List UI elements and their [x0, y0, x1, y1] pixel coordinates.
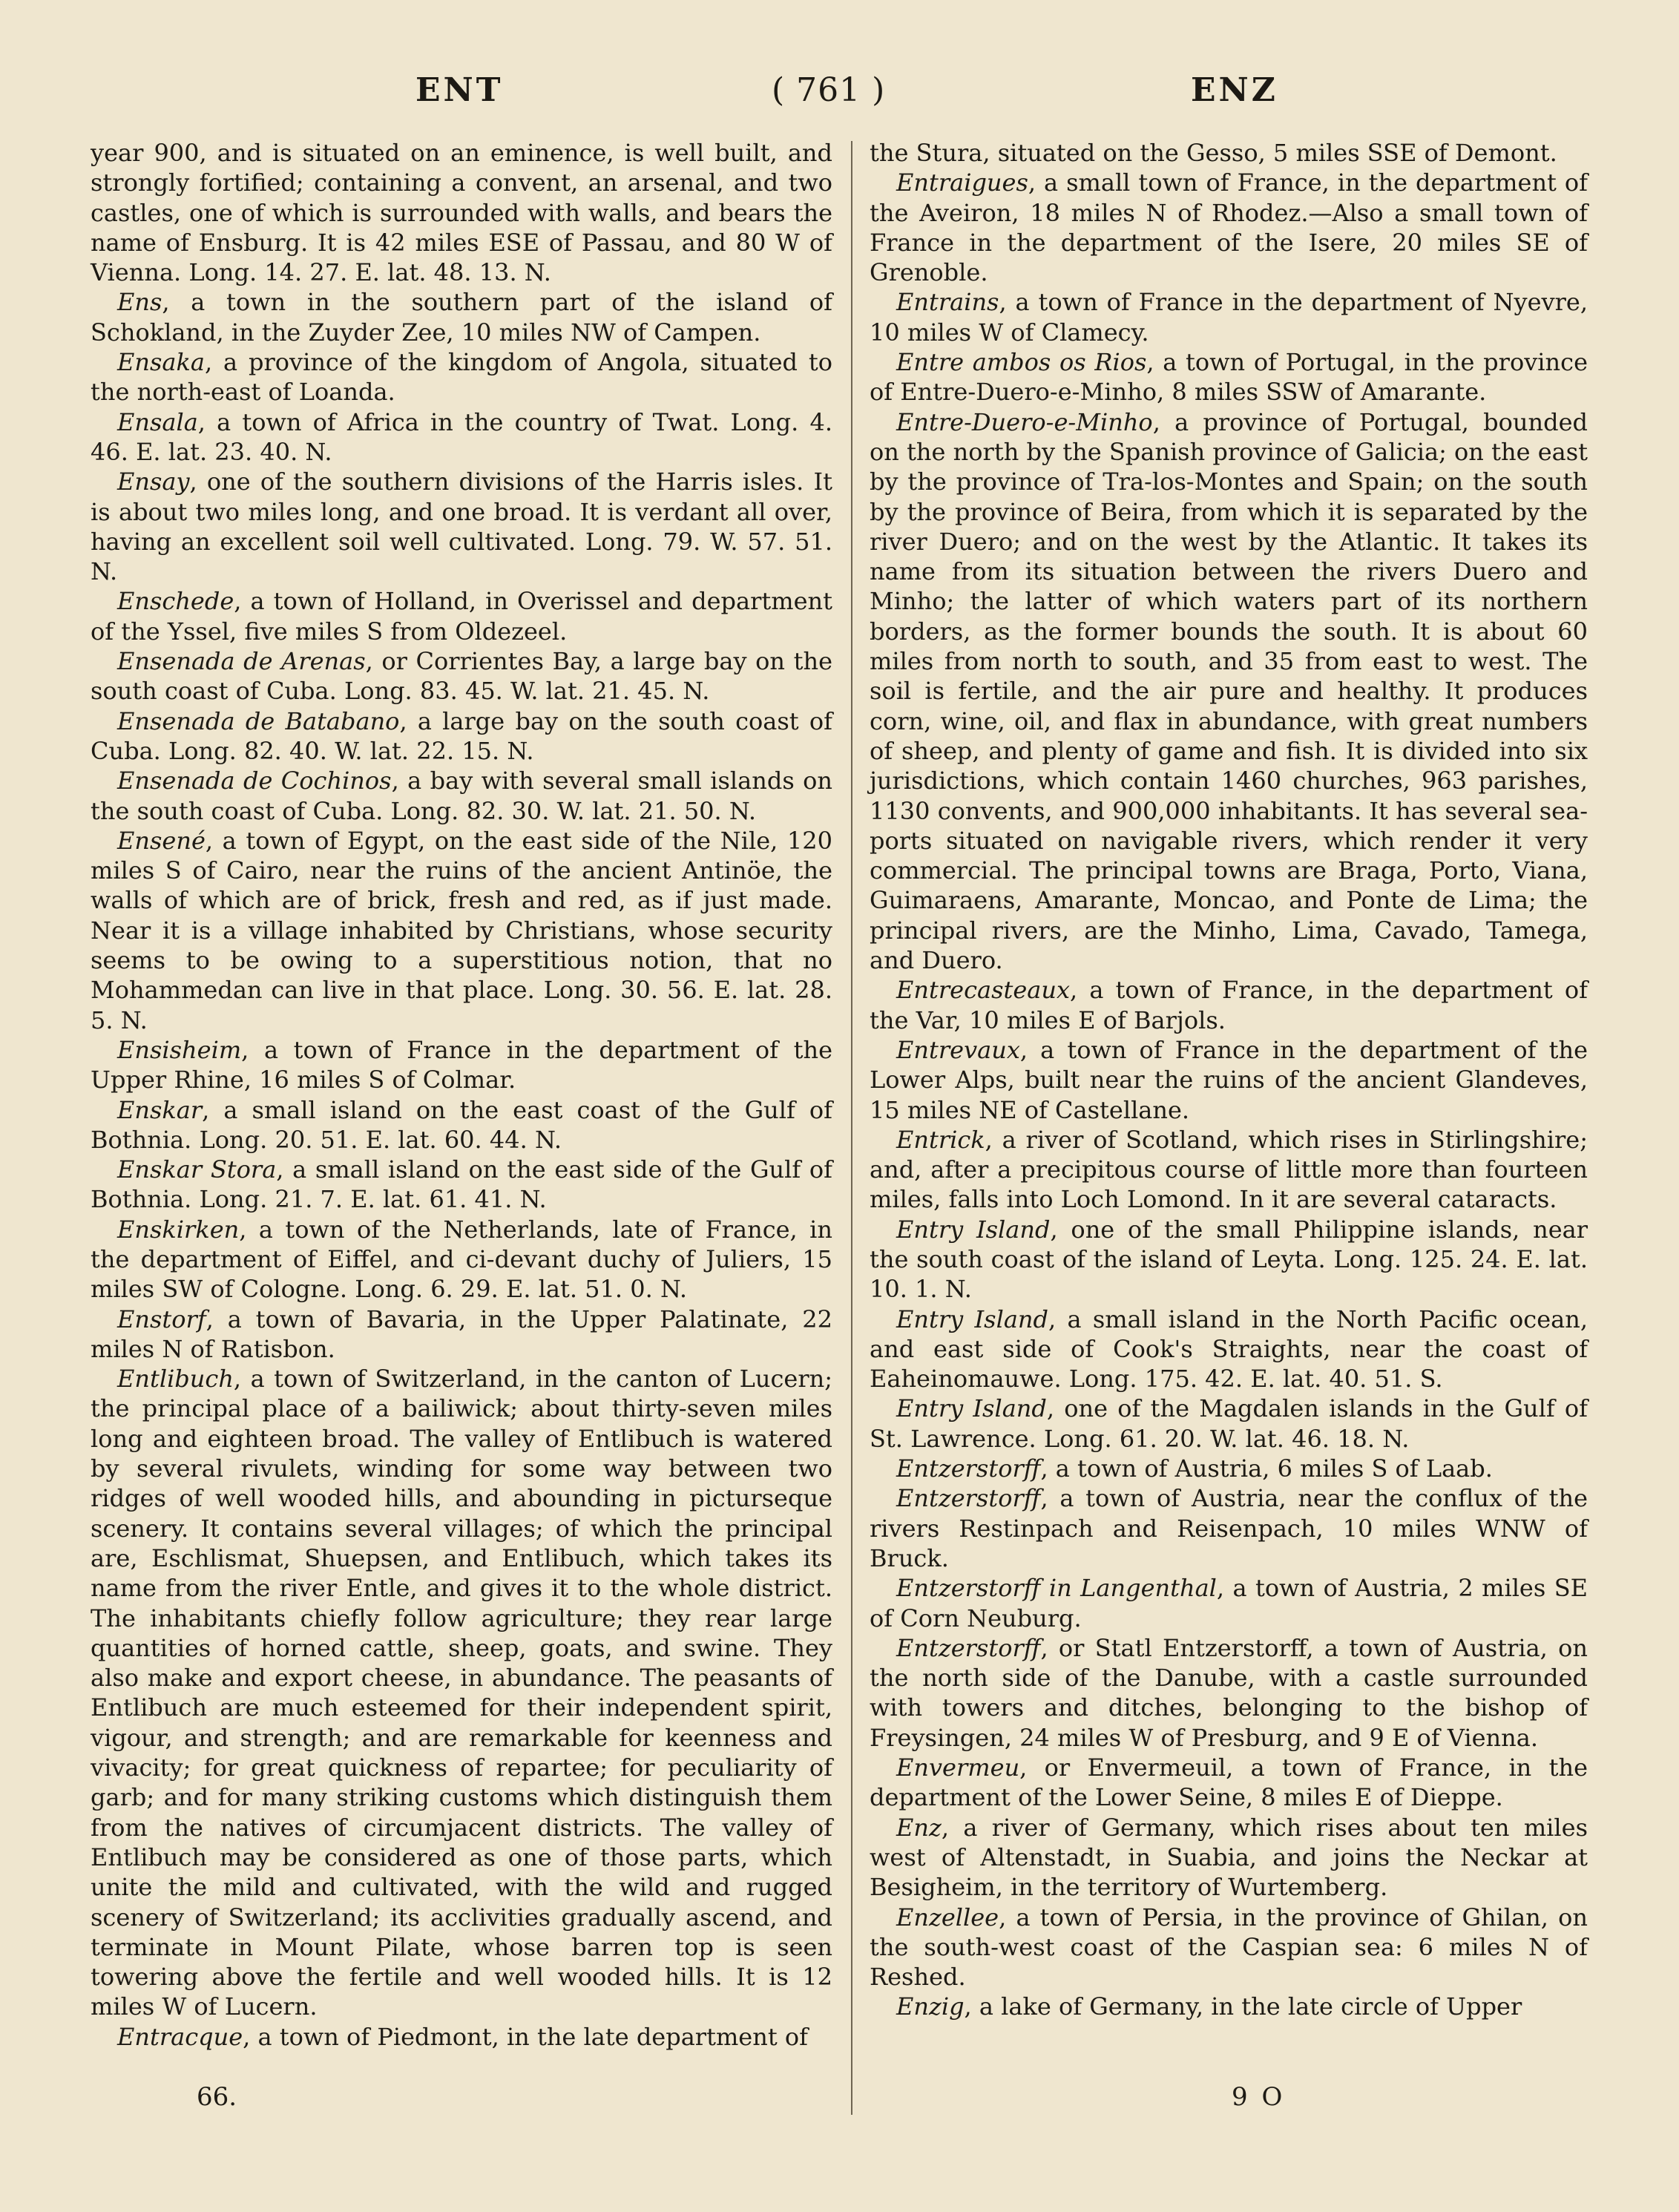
entry [870, 407, 1588, 976]
entry-term: Ensenada de Batabano [117, 706, 400, 735]
entry-term: Ensala [117, 407, 198, 436]
entry [91, 407, 832, 467]
entry [870, 1035, 1588, 1125]
entry-text: , one of the Magdalen islands in the Gulf of St. Lawrence. Long. 61. 20. W. lat. 46. 18. N. [870, 1394, 1588, 1453]
entry [870, 1813, 1588, 1903]
entry-text: , a town of the Netherlands, late of France, in the department of Eiffel, and ci-devant duchy of Juliers, 15 miles SW of Cologne. Long. 6. 29. E. lat. 51. 0. N. [91, 1215, 832, 1304]
entry-text: , a small island on the east coast of the Gulf of Bothnia. Long. 20. 51. E. lat. 60. 44. N. [91, 1095, 832, 1154]
entry-text: , a province of Portugal, bounded on the north by the Spanish province of Galicia; on the east by the province of Tra-los-Montes and Spain; on the south by the province of Beira, from which it is separated by the river Duero; and on the west by the Atlantic. It takes its name from its situation between the rivers Duero and Minho; the latter of which waters part of its northern borders, as the former bounds the south. It is about 60 miles from north to south, and 35 from east to west. The soil is fertile, and the air pure and healthy. It produces corn, wine, oil, and flax in abundance, with great numbers of sheep, and plenty of game and fish. It is divided into six jurisdictions, which contain 1460 churches, 963 parishes, 1130 convents, and 900,000 inhabitants. It has several sea-ports situated on navigable rivers, which render it very commercial. The principal towns are Braga, Porto, Viana, Guimaraens, Amarante, Moncao, and Ponte de Lima; the principal rivers, are the Minho, Lima, Cavado, Tamega, and Duero. [870, 407, 1588, 975]
entry [870, 1992, 1588, 2021]
entry-term: Enskar Stora [117, 1155, 277, 1184]
entry [91, 646, 832, 706]
entry-term: Enzig [896, 1992, 965, 2021]
entry-text: , a town of Bavaria, in the Upper Palatinate, 22 miles N of Ratisbon. [91, 1304, 832, 1363]
entry [91, 826, 832, 1035]
entry-text: the Stura, situated on the Gesso, 5 miles SSE of Demont. [870, 139, 1557, 167]
entry-term: Enzellee [896, 1903, 999, 1932]
page-header [0, 71, 1679, 116]
entry [870, 1573, 1588, 1633]
entry [870, 1633, 1588, 1753]
entry-text: , or Statl Entzerstorff, a town of Austria, on the north side of the Danube, with a castle surrounded with towers and ditches, belonging to the bishop of Freysingen, 24 miles W of Presburg, and 9 E of Vienna. [870, 1633, 1588, 1752]
entry-term: Enschede [117, 587, 234, 616]
entry-term: Entzerstorff in Langenthal [896, 1574, 1217, 1603]
entry-text: , a town of Austria, 6 miles S of Laab. [1040, 1454, 1493, 1483]
entry-term: Ensaka [117, 348, 205, 377]
entry [91, 1304, 832, 1365]
entry [91, 1155, 832, 1215]
entry [91, 766, 832, 826]
entry [870, 138, 1588, 168]
entry [91, 1095, 832, 1155]
entry-term: Entry Island [896, 1304, 1048, 1333]
entry-text: , one of the southern divisions of the Harris isles. It is about two miles long, and one broad. It is verdant all over, having an excellent soil well cultivated. Long. 79. W. 57. 51. N. [91, 467, 832, 586]
entry-text: , a river of Germany, which rises about ten miles west of Altenstadt, in Suabia, and joins the Neckar at Besigheim, in the territory of Wurtemberg. [870, 1813, 1588, 1902]
entry-text: , or Envermeuil, a town of France, in the department of the Lower Seine, 8 miles E of Dieppe. [870, 1753, 1588, 1812]
entry-text: , or Corrientes Bay, a large bay on the south coast of Cuba. Long. 83. 45. W. lat. 21. 45. N. [91, 647, 833, 706]
entry-text: , a town of Switzerland, in the canton of Lucern; the principal place of a bailiwick; about thirty-seven miles long and eighteen broad. The valley of Entlibuch is watered by several rivulets, winding for some way between two ridges of well wooded hills, and abounding in picturseque scenery. It contains several villages; of which the principal are, Eschlismat, Shuepsen, and Entlibuch, which takes its name from the river Entle, and gives it to the whole district. The inhabitants chiefly follow agriculture; they rear large quantities of horned cattle, sheep, goats, and swine. They also make and export cheese, in abundance. The peasants of Entlibuch are much esteemed for their independent spirit, vigour, and strength; and are remarkable for keenness and vivacity; for great quickness of repartee; for peculiarity of garb; and for many striking customs which distinguish them from the natives of circumjacent districts. The valley of Entlibuch may be considered as one of those parts, which unite the mild and cultivated, with the wild and rugged scenery of Switzerland; its acclivities gradually ascend, and terminate in Mount Pilate, whose barren top is seen towering above the fertile and well wooded hills. It is 12 miles W of Lucern. [91, 1365, 832, 2021]
entry [870, 1483, 1588, 1573]
entry-term: Entrevaux [896, 1035, 1020, 1064]
signature-mark: 66. [197, 2082, 237, 2112]
entry-term: Ensenada de Arenas [117, 647, 366, 676]
entry-term: Enz [896, 1813, 942, 1842]
entry-text: , a town of France in the department of the Lower Alps, built near the ruins of the ancient Glandeves, 15 miles NE of Castellane. [870, 1035, 1588, 1124]
entry-text: , a lake of Germany, in the late circle of Upper [964, 1992, 1522, 2021]
entry-text: , a town of Persia, in the province of Ghilan, on the south-west coast of the Caspian sea: 6 miles N of Reshed. [870, 1903, 1588, 1992]
header-right: ENZ [1191, 71, 1278, 109]
entry [870, 168, 1588, 287]
entry-term: Enskar [117, 1095, 203, 1124]
entry-term: Entracque [117, 2022, 243, 2051]
entry-text: , a town of France in the department of Nyevre, 10 miles W of Clamecy. [870, 288, 1588, 347]
entry-text: , a small island in the North Pacific ocean, and east side of Cook's Straights, near the coast of Eaheinomauwe. Long. 175. 42. E. lat. 40. 51. S. [870, 1304, 1588, 1394]
entry [91, 138, 832, 287]
entry-term: Enstorf [117, 1304, 206, 1333]
entry [870, 1753, 1588, 1813]
entry-term: Entrecasteaux [896, 976, 1071, 1005]
entry [91, 706, 832, 767]
catchword: 9 O [1232, 2082, 1286, 2112]
entry-term: Entrick [896, 1125, 985, 1154]
entry [91, 586, 832, 646]
entry-text: , a town of Austria, 2 miles SE of Corn Neuburg. [870, 1574, 1588, 1632]
entry-term: Entzerstorff [896, 1633, 1041, 1662]
entry-text: , a river of Scotland, which rises in Stirlingshire; and, after a precipitous course of little more than fourteen miles, falls into Loch Lomond. In it are several cataracts. [870, 1125, 1588, 1214]
entry-text: , a province of the kingdom of Angola, situated to the north-east of Loanda. [91, 348, 832, 407]
entry-term: Entrains [896, 288, 999, 317]
entry-text: , a town of Portugal, in the province of Entre-Duero-e-Minho, 8 miles SSW of Amarante. [870, 348, 1588, 407]
entry [870, 1394, 1588, 1454]
entry [91, 1364, 832, 2022]
entry-text: , a town of Egypt, on the east side of the Nile, 120 miles S of Cairo, near the ruins of the ancient Antinöe, the walls of which are of brick, fresh and red, as if just made. Near it is a village inhabited by Christians, whose security seems to be owing to a superstitious notion, that no Mohammedan can live in that place. Long. 30. 56. E. lat. 28. 5. N. [91, 826, 832, 1034]
left-column [91, 138, 832, 2052]
entry [870, 347, 1588, 407]
entry [91, 1215, 832, 1304]
entry-term: Ens [117, 288, 162, 317]
entry-text: , a town of France in the department of the Upper Rhine, 16 miles S of Colmar. [91, 1035, 832, 1094]
page-number: ( 761 ) [772, 71, 886, 109]
entry-text: , a large bay on the south coast of Cuba. Long. 82. 40. W. lat. 22. 15. N. [91, 706, 833, 765]
entry [91, 287, 832, 347]
entry [870, 1903, 1588, 1992]
entry-term: Entre ambos os Rios [896, 348, 1147, 377]
entry-term: Entry Island [896, 1394, 1047, 1423]
entry [91, 467, 832, 586]
entry-text: , a small island on the east side of the Gulf of Bothnia. Long. 21. 7. E. lat. 61. 41. N. [91, 1155, 833, 1214]
entry [91, 347, 832, 407]
entry-text: year 900, and is situated on an eminence, is well built, and strongly fortified; containing a convent, an arsenal, and two castles, one of which is surrounded with walls, and bears the name of Ensburg. It is 42 miles ESE of Passau, and 80 W of Vienna. Long. 14. 27. E. lat. 48. 13. N. [91, 139, 832, 287]
column-divider [851, 141, 852, 2115]
entry-term: Entre-Duero-e-Minho [896, 407, 1153, 436]
entry-text: , one of the small Philippine islands, near the south coast of the island of Leyta. Long. 125. 24. E. lat. 10. 1. N. [870, 1215, 1588, 1304]
entry-text: , a small town of France, in the department of the Aveiron, 18 miles N of Rhodez.—Also a small town of France in the department of the Isere, 20 miles SE of Grenoble. [870, 168, 1588, 287]
entry-text: , a town of Africa in the country of Twat. Long. 4. 46. E. lat. 23. 40. N. [91, 407, 832, 466]
entry-term: Envermeu [896, 1753, 1020, 1782]
entry [870, 1454, 1588, 1483]
entry [91, 2022, 832, 2052]
header-left: ENT [415, 71, 504, 109]
entry-term: Ensisheim [117, 1035, 242, 1064]
entry-text: , a town of France, in the department of the Var, 10 miles E of Barjols. [870, 976, 1588, 1034]
entry-term: Ensenada de Cochinos [117, 767, 392, 795]
entry [91, 1035, 832, 1095]
entry-term: Ensené [117, 826, 206, 855]
entry-term: Enskirken [117, 1215, 240, 1244]
entry-text: , a town of Piedmont, in the late department of [243, 2022, 808, 2051]
entry-term: Entzerstorff [896, 1454, 1041, 1483]
right-column [870, 138, 1588, 2022]
entry-text: , a town in the southern part of the island of Schokland, in the Zuyder Zee, 10 miles NW of Campen. [91, 288, 832, 347]
entry-term: Entzerstorff [896, 1484, 1041, 1513]
entry-term: Entraigues [896, 168, 1028, 197]
entry-term: Ensay [117, 467, 190, 496]
entry [870, 1125, 1588, 1215]
entry-term: Entry Island [896, 1215, 1051, 1244]
entry [870, 1304, 1588, 1394]
entry-text: , a town of Holland, in Overissel and department of the Yssel, five miles S from Oldezeel. [91, 587, 832, 646]
entry-text: , a town of Austria, near the conflux of the rivers Restinpach and Reisenpach, 10 miles WNW of Bruck. [870, 1484, 1588, 1572]
entry [870, 1215, 1588, 1304]
entry [870, 975, 1588, 1035]
entry-term: Entlibuch [117, 1365, 234, 1394]
entry [870, 287, 1588, 347]
entry-text: , a bay with several small islands on the south coast of Cuba. Long. 82. 30. W. lat. 21. 50. N. [91, 767, 833, 825]
